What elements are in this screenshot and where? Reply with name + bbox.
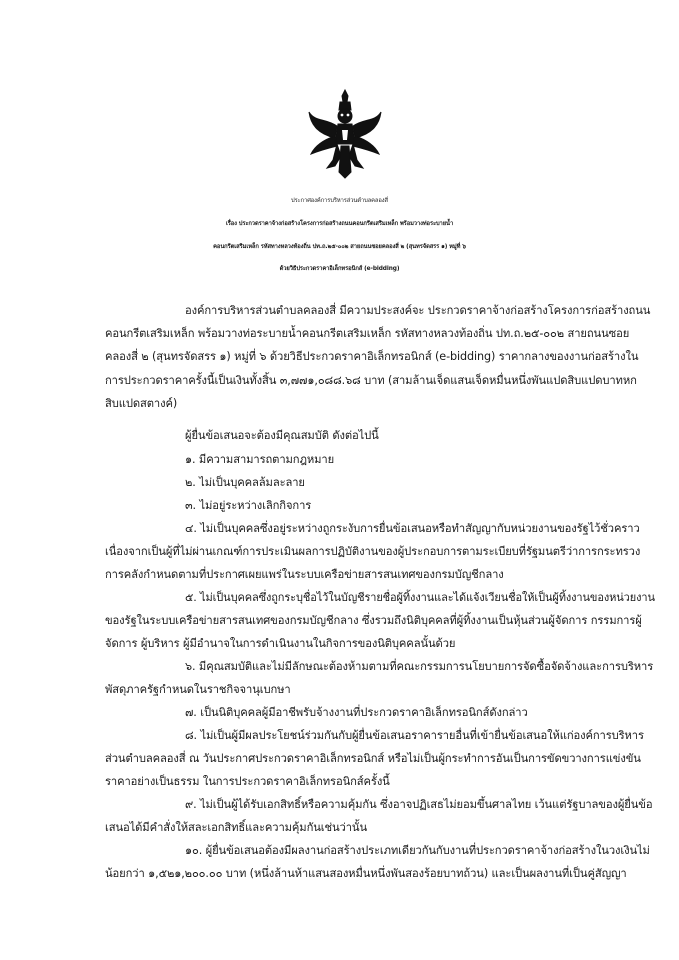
qualification-item: ๘. ไม่เป็นผู้มีผลประโยชน์ร่วมกันกับผู้ยื่นข้อเสนอราคารายอื่นที่เข้ายื่นข้อเสนอให้แก่องค์การบริหาร bbox=[185, 729, 644, 742]
qualifications-heading: ผู้ยื่นข้อเสนอจะต้องมีคุณสมบัติ ดังต่อไปนี้ bbox=[185, 429, 379, 442]
qualification-item-continuation: ของรัฐในระบบเครือข่ายสารสนเทศของกรมบัญชีกลาง ซึ่งรวมถึงนิติบุคคลที่ผู้ทิ้งงานเป็นหุ้นส่วนผู้จัดการ กรรมการผู้ bbox=[105, 614, 642, 627]
subject-line-1: เรื่อง ประกวดราคาจ้างก่อสร้างโครงการก่อสร้างถนนคอนกรีตเสริมเหล็ก พร้อมวางท่อระบายน้ำ bbox=[225, 221, 454, 227]
qualification-item: ๒. ไม่เป็นบุคคลล้มละลาย bbox=[185, 476, 305, 489]
qualification-item-continuation: เสนอได้มีคำสั่งให้สละเอกสิทธิ์และความคุ้มกันเช่นว่านั้น bbox=[105, 821, 368, 834]
qualification-item-continuation: น้อยกว่า ๑,๕๒๑,๒๐๐.๐๐ บาท (หนึ่งล้านห้าแสนสองหมื่นหนึ่งพันสองร้อยบาทถ้วน) และเป็นผลงานที่เป็นคู่สัญญา bbox=[105, 867, 627, 880]
intro-line: คลองสี่ ๒ (สุนทรจัดสรร ๑) หมู่ที่ ๖ ด้วยวิธีประกวดราคาอิเล็กทรอนิกส์ (e-bidding) ราคากลางของงานก่อสร้างใน bbox=[105, 350, 639, 363]
qualification-item: ๖. มีคุณสมบัติและไม่มีลักษณะต้องห้ามตามที่คณะกรรมการนโยบายการจัดซื้อจัดจ้างและการบริหาร bbox=[185, 660, 654, 673]
qualification-item: ๑๐. ผู้ยื่นข้อเสนอต้องมีผลงานก่อสร้างประเภทเดียวกันกับงานที่ประกวดราคาจ้างก่อสร้างในวงเงินไม่ bbox=[185, 844, 650, 857]
garuda-emblem-icon bbox=[305, 88, 385, 180]
intro-line: การประกวดราคาครั้งนี้เป็นเงินทั้งสิ้น ๓,๗๗๑,๐๘๘.๖๘ บาท (สามล้านเจ็ดแสนเจ็ดหมื่นหนึ่งพันแปดสิบแปดบาทหก bbox=[105, 374, 637, 387]
intro-line: องค์การบริหารส่วนตำบลคลองสี่ มีความประสงค์จะ ประกวดราคาจ้างก่อสร้างโครงการก่อสร้างถนน bbox=[185, 304, 651, 317]
intro-line: คอนกรีตเสริมเหล็ก พร้อมวางท่อระบายน้ำคอนกรีตเสริมเหล็ก รหัสทางหลวงท้องถิ่น ปท.ถ.๒๕-๐๐๒ สายถนนซอย bbox=[105, 327, 630, 340]
qualification-item: ๑. มีความสามารถตามกฎหมาย bbox=[185, 453, 335, 466]
qualification-item-continuation: จัดการ ผู้บริหาร ผู้มีอำนาจในการดำเนินงานในกิจการของนิติบุคคลนั้นด้วย bbox=[105, 637, 456, 650]
qualification-item-continuation: ราคาอย่างเป็นธรรม ในการประกวดราคาอิเล็กทรอนิกส์ครั้งนี้ bbox=[105, 775, 390, 788]
qualification-item: ๔. ไม่เป็นบุคคลซึ่งอยู่ระหว่างถูกระงับการยื่นข้อเสนอหรือทำสัญญากับหน่วยงานของรัฐไว้ชั่วคราว bbox=[185, 522, 640, 535]
qualification-item-continuation: ส่วนตำบลคลองสี่ ณ วันประกาศประกวดราคาอิเล็กทรอนิกส์ หรือไม่เป็นผู้กระทำการอันเป็นการขัดขวางการแข่งขัน bbox=[105, 752, 641, 765]
subject-line-3: ด้วยวิธีประกวดราคาอิเล็กทรอนิกส์ (e-bidding) bbox=[279, 266, 400, 272]
subject-line-2: คอนกรีตเสริมเหล็ก รหัสทางหลวงท้องถิ่น ปท.ถ.๒๕-๐๐๒ สายถนนซอยคลองสี่ ๒ (สุนทรจัดสรร ๑) หมู่ที่ ๖ bbox=[213, 244, 466, 250]
qualification-item-continuation: การคลังกำหนดตามที่ประกาศเผยแพร่ในระบบเครือข่ายสารสนเทศของกรมบัญชีกลาง bbox=[105, 568, 504, 581]
issuer-title: ประกาศองค์การบริหารส่วนตำบลคลองสี่ bbox=[291, 198, 388, 204]
qualification-item: ๗. เป็นนิติบุคคลผู้มีอาชีพรับจ้างงานที่ประกวดราคาอิเล็กทรอนิกส์ดังกล่าว bbox=[185, 706, 528, 719]
qualification-item: ๓. ไม่อยู่ระหว่างเลิกกิจการ bbox=[185, 499, 312, 512]
qualification-item-continuation: พัสดุภาครัฐกำหนดในราชกิจจานุเบกษา bbox=[105, 683, 291, 696]
intro-line: สิบแปดสตางค์) bbox=[105, 397, 178, 410]
qualification-item: ๕. ไม่เป็นบุคคลซึ่งถูกระบุชื่อไว้ในบัญชีรายชื่อผู้ทิ้งงานและได้แจ้งเวียนชื่อให้เป็นผู้ทิ้งงานของหน่วยงาน bbox=[185, 591, 655, 604]
qualification-item-continuation: เนื่องจากเป็นผู้ที่ไม่ผ่านเกณฑ์การประเมินผลการปฏิบัติงานของผู้ประกอบการตามระเบียบที่รัฐมนตรีว่าการกระทรวง bbox=[105, 545, 641, 558]
qualification-item: ๙. ไม่เป็นผู้ได้รับเอกสิทธิ์หรือความคุ้มกัน ซึ่งอาจปฏิเสธไม่ยอมขึ้นศาลไทย เว้นแต่รัฐบาลของผู้ยื่นข้อ bbox=[185, 798, 653, 811]
